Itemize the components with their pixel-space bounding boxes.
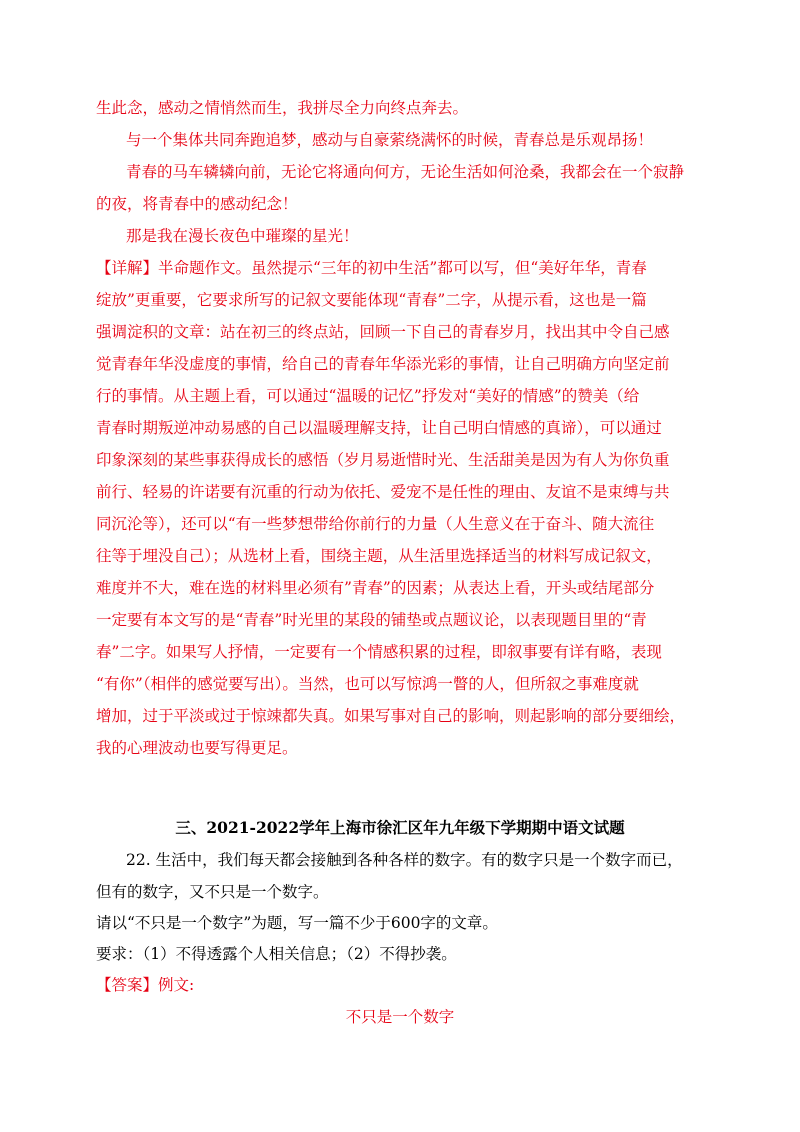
analysis-line: 一定要有本文写的是“青春”时光里的某段的铺垫或点题议论，以表现题目里的“青 bbox=[96, 611, 647, 629]
analysis-line: 难度并不大，难在选的材料里必须有”青春”的因素；从表达上看，开头或结尾部分 bbox=[96, 579, 655, 597]
essay-paragraph-line: 生此念，感动之情悄然而生，我拼尽全力向终点奔去。 bbox=[96, 99, 469, 117]
analysis-line: 春”二字。如果写人抒情，一定要有一个情感积累的过程，即叙事要有详有略，表现 bbox=[96, 643, 662, 661]
analysis-line: 印象深刻的某些事获得成长的感悟（岁月易逝惜时光、生活甜美是因为有人为你负重 bbox=[96, 451, 670, 469]
essay-paragraph-line: 青春的马车辚辚向前，无论它将通向何方，无论生活如何沧桑，我都会在一个寂静 bbox=[126, 163, 685, 181]
essay-paragraph-line: 与一个集体共同奔跑追梦，感动与自豪萦绕满怀的时候，青春总是乐观昂扬！ bbox=[126, 131, 654, 149]
analysis-line: 同沉沦等），还可以“有一些梦想带给你前行的力量（人生意义在于奋斗、随大流往 bbox=[96, 515, 655, 533]
analysis-line: 往等于埋没自己）；从选材上看，围绕主题，从生活里选择适当的材料写成记叙文， bbox=[96, 547, 662, 565]
analysis-line: 青春时期叛逆冲动易感的自己以温暖理解支持，让自己明白情感的真谛），可以通过 bbox=[96, 419, 662, 437]
analysis-line: 绽放”更重要，它要求所写的记叙文要能体现“青春”二字，从提示看，这也是一篇 bbox=[96, 291, 647, 309]
section-title: 三、2021-2022学年上海市徐汇区年九年级下学期期中语文试题 bbox=[175, 818, 625, 837]
analysis-line: 【详解】半命题作文。虽然提示“三年的初中生活”都可以写，但“美好年华，青春 bbox=[96, 259, 647, 277]
analysis-line: 觉青春年华没虚度的事情，给自己的青春年华添光彩的事情，让自己明确方向坚定前 bbox=[96, 355, 670, 373]
analysis-line: 前行、轻易的许诺要有沉重的行动为依托、爱宠不是任性的理由、友谊不是束缚与共 bbox=[96, 483, 670, 501]
answer-heading bbox=[96, 975, 194, 995]
question-line: 请以“不只是一个数字”为题，写一篇不少于600字的文章。 bbox=[96, 914, 498, 932]
question-line: 22. 生活中，我们每天都会接触到各种各样的数字。有的数字只是一个数字而已， bbox=[126, 851, 683, 869]
analysis-line: 强调淀积的文章：站在初三的终点站，回顾一下自己的青春岁月，找出其中令自己感 bbox=[96, 323, 670, 341]
question-line: 但有的数字，又不只是一个数字。 bbox=[96, 883, 329, 901]
question-line: 要求：（1）不得透露个人相关信息；（2）不得抄袭。 bbox=[96, 945, 457, 963]
analysis-line: 行的事情。从主题上看，可以通过“温暖的记忆”抒发对“美好的情感”的赞美（给 bbox=[96, 387, 640, 405]
essay-paragraph-line: 那是我在漫长夜色中璀璨的星光！ bbox=[126, 227, 359, 245]
answer-label: 【答案】 bbox=[96, 976, 159, 994]
analysis-line: “有你”（相伴的感觉要写出）。当然，也可以写惊鸿一瞥的人，但所叙之事难度就 bbox=[96, 675, 639, 693]
analysis-line: 增加，过于平淡或过于惊竦都失真。如果写事对自己的影响，则起影响的部分要细绘， bbox=[96, 707, 686, 725]
essay-paragraph-line: 的夜，将青春中的感动纪念！ bbox=[96, 195, 298, 213]
essay-title: 不只是一个数字 bbox=[345, 1008, 455, 1026]
answer-intro: 例文: bbox=[158, 976, 195, 994]
analysis-line: 我的心理波动也要写得更足。 bbox=[96, 739, 298, 757]
